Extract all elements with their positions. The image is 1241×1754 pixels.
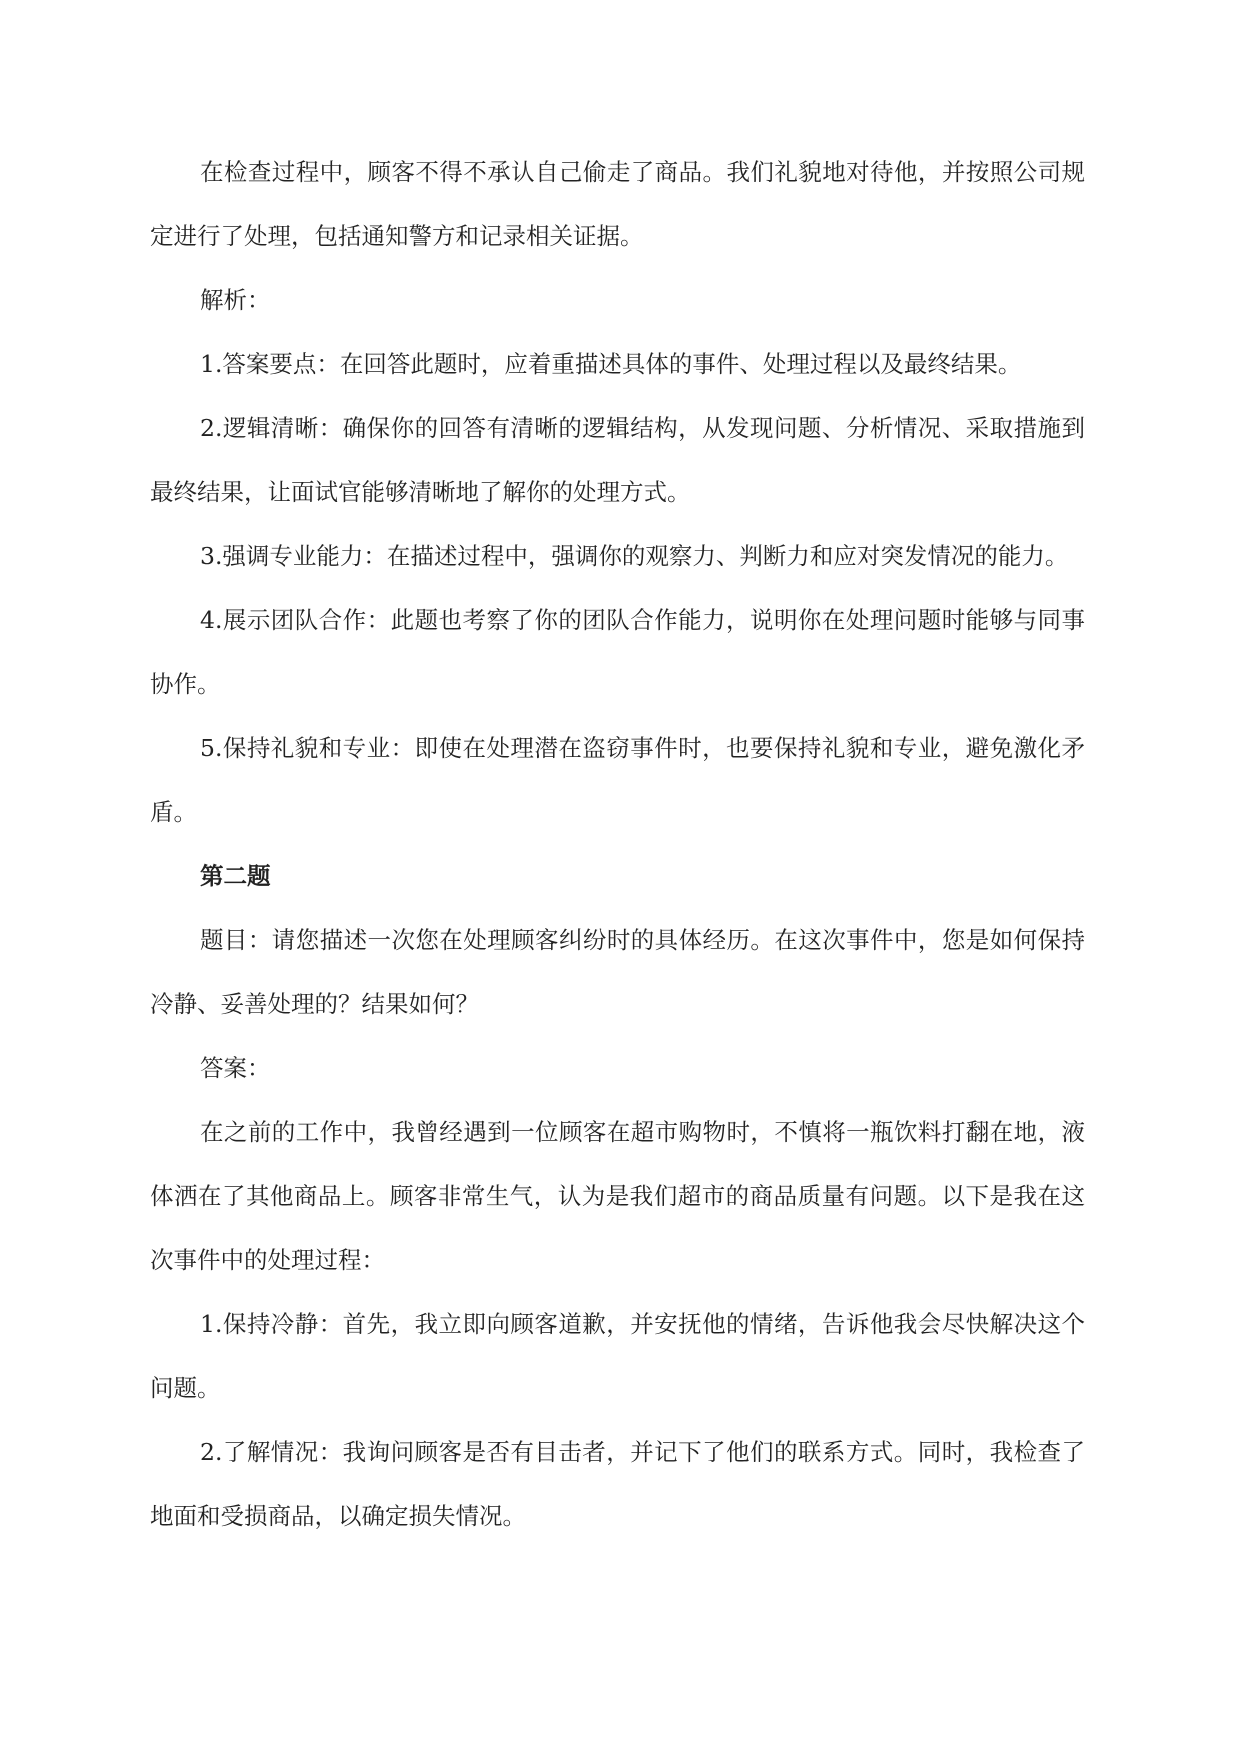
paragraph-point-5: 5.保持礼貌和专业：即使在处理潜在盗窃事件时，也要保持礼貌和专业，避免激化矛盾。	[150, 734, 1085, 826]
paragraph-answer-story: 在之前的工作中，我曾经遇到一位顾客在超市购物时，不慎将一瓶饮料打翻在地，液体洒在了其他商品上。顾客非常生气，认为是我们超市的商品质量有问题。以下是我在这次事件中的处理过程：	[150, 1118, 1085, 1274]
paragraph-point-2: 2.逻辑清晰：确保你的回答有清晰的逻辑结构，从发现问题、分析情况、采取措施到最终结果，让面试官能够清晰地了解你的处理方式。	[150, 414, 1085, 506]
paragraph-question: 题目：请您描述一次您在处理顾客纠纷时的具体经历。在这次事件中，您是如何保持冷静、妥善处理的？结果如何？	[150, 926, 1085, 1018]
paragraph-answer-step-2: 2.了解情况：我询问顾客是否有目击者，并记下了他们的联系方式。同时，我检查了地面和受损商品，以确定损失情况。	[150, 1438, 1085, 1530]
paragraph-point-3: 3.强调专业能力：在描述过程中，强调你的观察力、判断力和应对突发情况的能力。	[200, 542, 1069, 570]
paragraph-point-1: 1.答案要点：在回答此题时，应着重描述具体的事件、处理过程以及最终结果。	[200, 350, 1022, 378]
document-body	[150, 140, 1085, 1548]
paragraph-answer-step-1: 1.保持冷静：首先，我立即向顾客道歉，并安抚他的情绪，告诉他我会尽快解决这个问题。	[150, 1310, 1085, 1402]
paragraph-processing-result: 在检查过程中，顾客不得不承认自己偷走了商品。我们礼貌地对待他，并按照公司规定进行了处理，包括通知警方和记录相关证据。	[150, 158, 1085, 250]
paragraph-analysis-label: 解析：	[200, 286, 271, 314]
section-heading: 第二题	[200, 862, 271, 890]
paragraph-answer-label: 答案：	[200, 1054, 271, 1082]
paragraph-point-4: 4.展示团队合作：此题也考察了你的团队合作能力，说明你在处理问题时能够与同事协作。	[150, 606, 1085, 698]
